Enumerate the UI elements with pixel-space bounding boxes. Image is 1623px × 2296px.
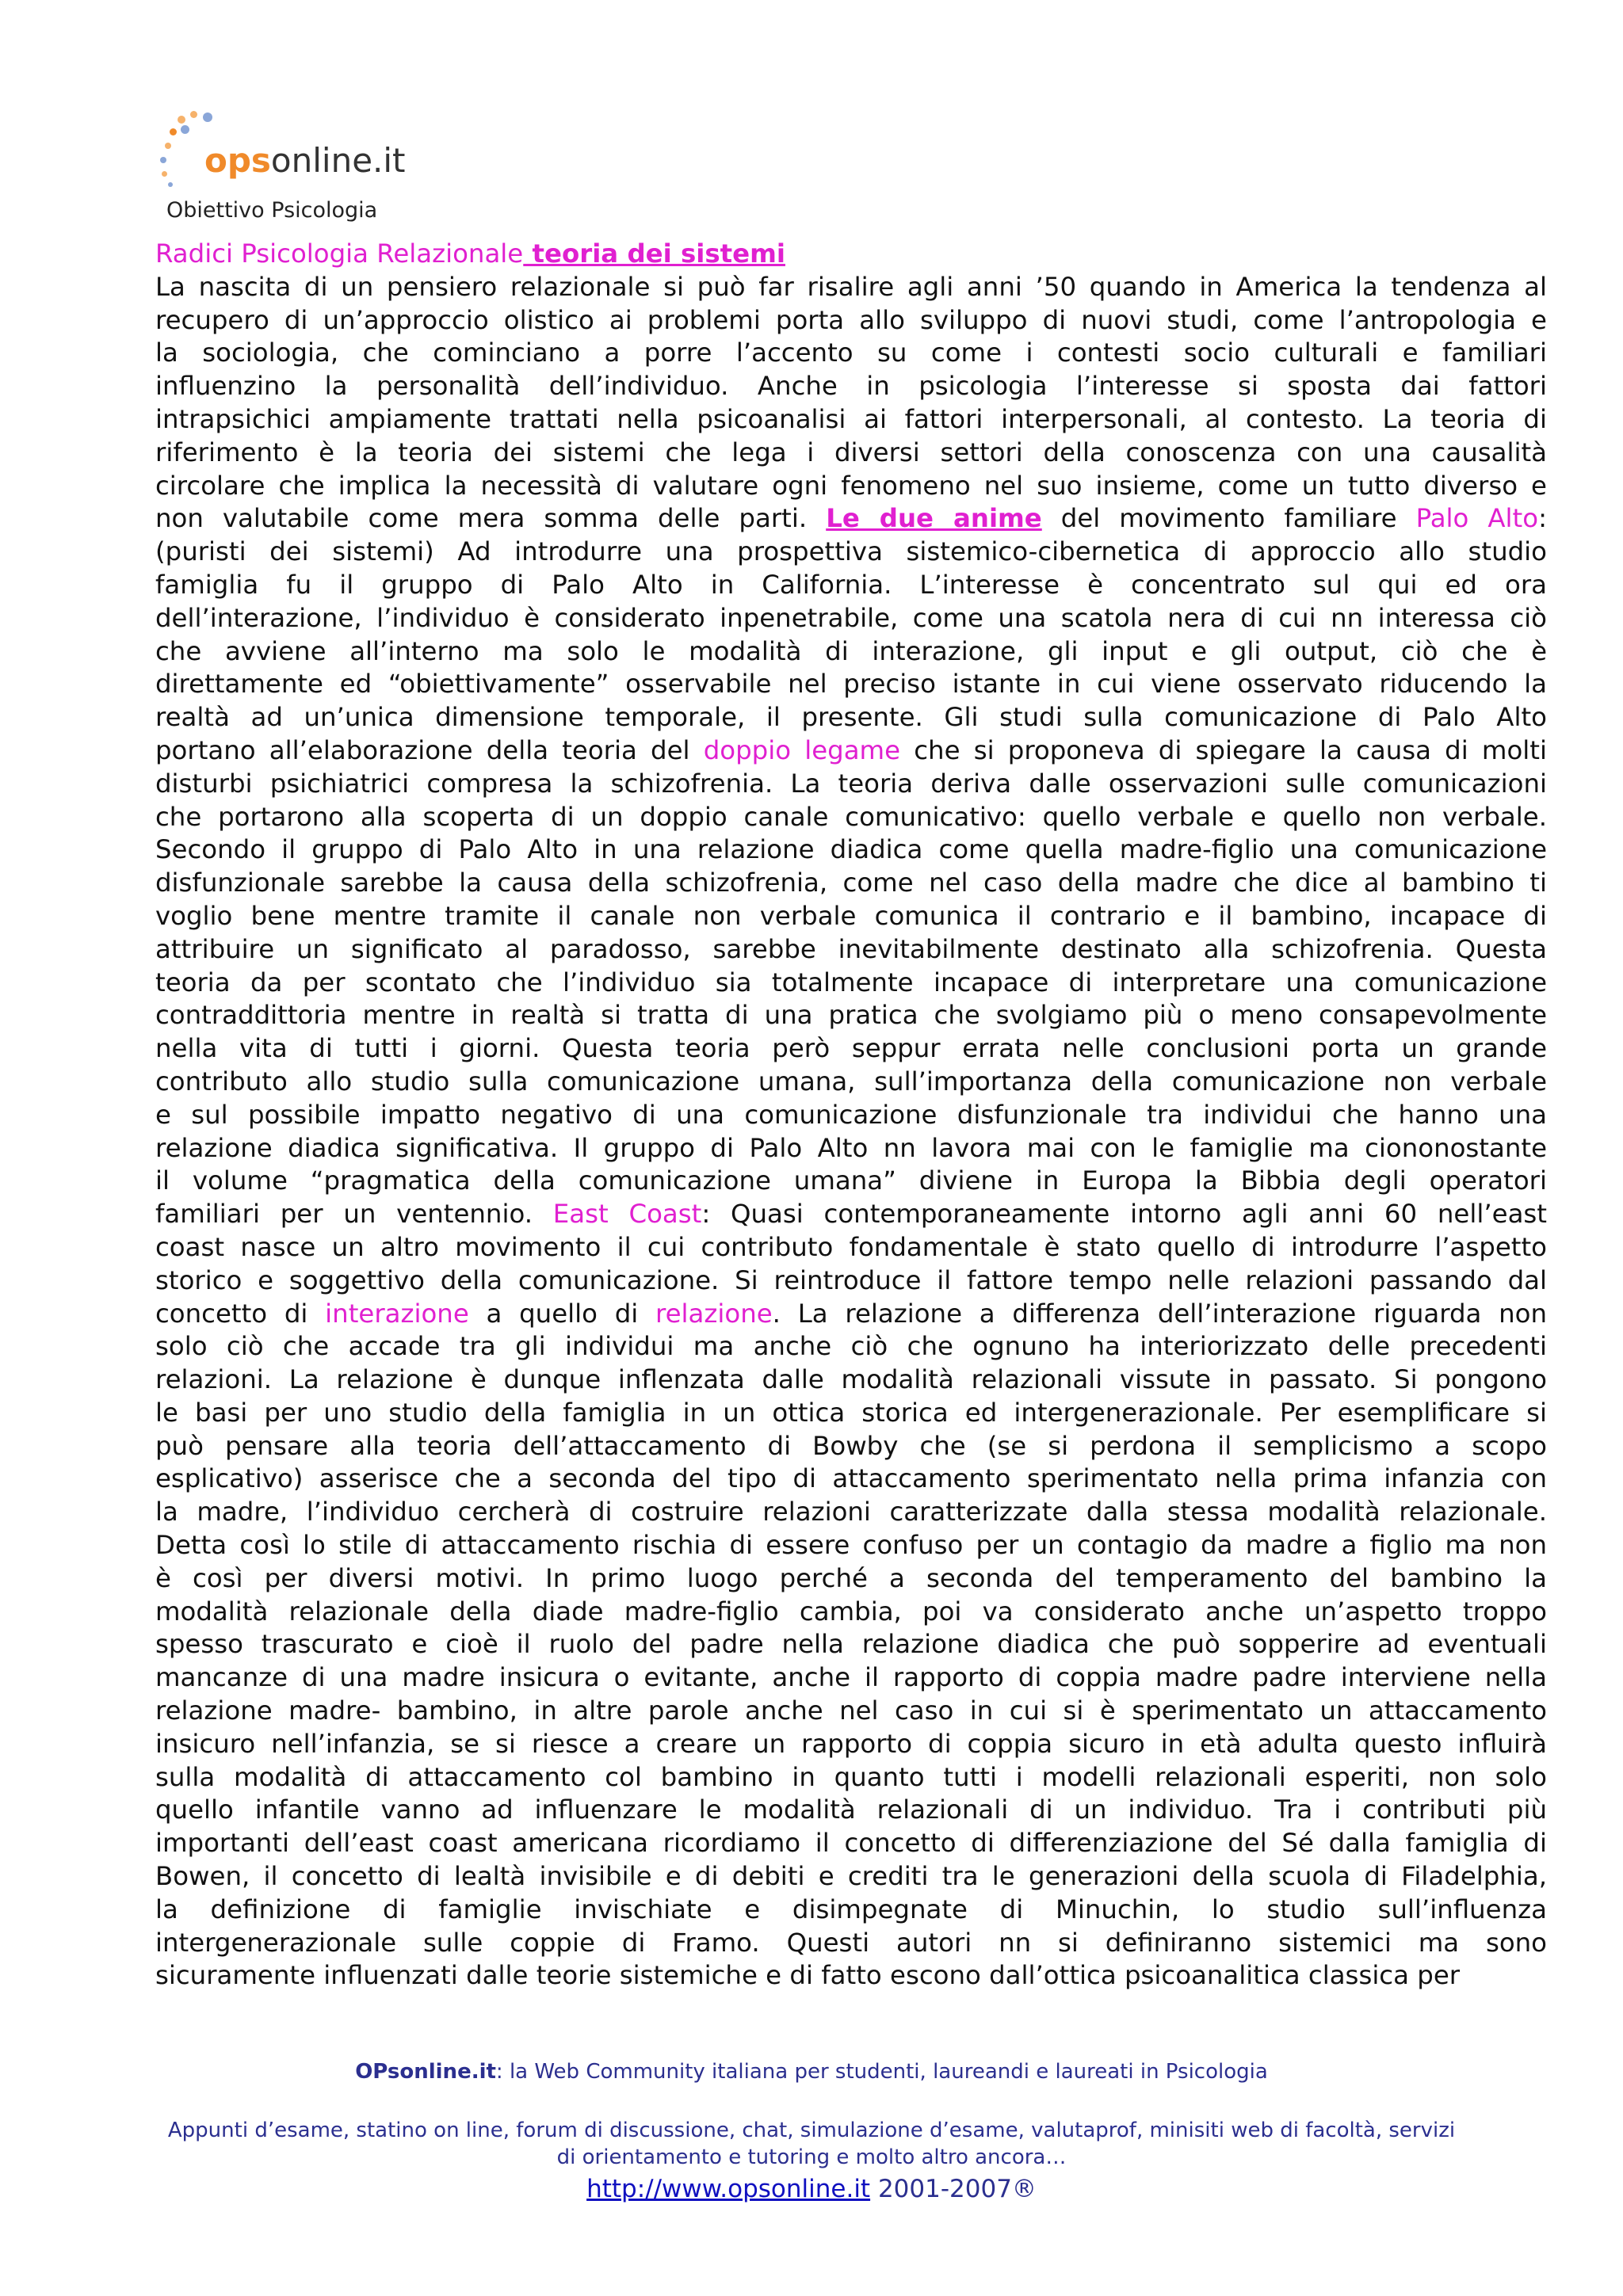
body-line: e sul possibile impatto negativo di una comunicazione disfunzionale tra individui che hanno una bbox=[155, 1099, 1547, 1130]
body-line: relazione madre- bambino, in altre parole anche nel caso in cui si è sperimentato un attaccamento bbox=[155, 1695, 1547, 1726]
body-line: quello infantile vanno ad influenzare le modalità relazionali di un individuo. Tra i contributi più bbox=[155, 1794, 1547, 1825]
body-text bbox=[155, 271, 1547, 1993]
highlight-link[interactable]: doppio legame bbox=[703, 734, 901, 765]
body-line: Secondo il gruppo di Palo Alto in una relazione diadica come quella madre-figlio una comunicazione bbox=[155, 834, 1547, 865]
body-line: relazione diadica significativa. Il gruppo di Palo Alto nn lavora mai con le famiglie ma ciononostante bbox=[155, 1132, 1547, 1163]
body-line: La nascita di un pensiero relazionale si può far risalire agli anni ’50 quando in America la tendenza al bbox=[155, 271, 1547, 302]
body-line: la definizione di famiglie invischiate e disimpegnate di Minuchin, lo studio sull’influenza bbox=[155, 1894, 1547, 1924]
body-line: intrapsichici ampiamente trattati nella psicoanalisi ai fattori interpersonali, al contesto. La teoria di bbox=[155, 403, 1547, 434]
opsonline-logo bbox=[155, 101, 441, 236]
body-line: il volume “pragmatica della comunicazione umana” diviene in Europa la Bibbia degli operatori bbox=[155, 1165, 1547, 1196]
body-line: influenzino la personalità dell’individuo. Anche in psicologia l’interesse si sposta dai fattori bbox=[155, 371, 1547, 402]
body-line: disfunzionale sarebbe la causa della schizofrenia, come nel caso della madre che dice al bambino ti bbox=[155, 868, 1547, 898]
body-line: (puristi dei sistemi) Ad introdurre una prospettiva sistemico-cibernetica di approccio allo studio bbox=[155, 536, 1547, 567]
highlight-link[interactable]: Le due anime bbox=[826, 503, 1042, 534]
body-line: contributo allo studio sulla comunicazione umana, sull’importanza della comunicazione non verbale bbox=[155, 1066, 1547, 1097]
article-body bbox=[155, 238, 1547, 1993]
body-line: che avviene all’interno ma solo le modalità di interazione, gli input e gli output, ciò che è bbox=[155, 635, 1547, 666]
body-line: insicuro nell’infanzia, se si riesce a creare un rapporto di coppia sicuro in età adulta questo influirà bbox=[155, 1728, 1547, 1759]
highlight-link[interactable]: Palo Alto bbox=[1415, 503, 1539, 534]
footer-services-line1: Appunti d’esame, statino on line, forum di discussione, chat, simulazione d’esame, valutaprof, minisiti web di facoltà, servizi bbox=[167, 2119, 1456, 2142]
logo-tagline: Obiettivo Psicologia bbox=[166, 198, 378, 223]
body-line: recupero di un’approccio olistico ai problemi porta allo sviluppo di nuovi studi, come l’antropologia e bbox=[155, 304, 1547, 335]
body-line: la madre, l’individuo cercherà di costruire relazioni caratterizzate dalla stessa modalità relazionale. bbox=[155, 1497, 1547, 1527]
body-line: familiari per un ventennio. East Coast: Quasi contemporaneamente intorno agli anni 60 nell’east bbox=[155, 1199, 1548, 1230]
body-line: nella vita di tutti i giorni. Questa teoria però seppur errata nelle conclusioni porta un grande bbox=[155, 1033, 1547, 1064]
body-line: esplicativo) asserisce che a seconda del tipo di attaccamento sperimentato nella prima infanzia con bbox=[155, 1463, 1547, 1494]
title-prefix: Radici Psicologia Relazionale bbox=[155, 238, 524, 269]
body-line: voglio bene mentre tramite il canale non verbale comunica il contrario e il bambino, incapace di bbox=[155, 900, 1547, 931]
body-line: intergenerazionale sulle coppie di Framo. Questi autori nn si definiranno sistemici ma sono bbox=[155, 1927, 1547, 1958]
highlight-link[interactable]: East Coast bbox=[552, 1199, 702, 1230]
body-line: circolare che implica la necessità di valutare ogni fenomeno nel suo insieme, come un tutto diverso e bbox=[155, 470, 1547, 501]
body-line: la sociologia, che cominciano a porre l’accento su come i contesti socio culturali e familiari bbox=[155, 338, 1547, 368]
title-link-teoria-dei-sistemi[interactable]: teoria dei sistemi bbox=[523, 238, 785, 269]
body-line: sulla modalità di attaccamento col bambino in quanto tutti i modelli relazionali esperiti, non solo bbox=[155, 1761, 1547, 1792]
footer-services-line2: di orientamento e tutoring e molto altro ancora… bbox=[556, 2145, 1067, 2169]
footer-services bbox=[0, 2117, 1623, 2171]
footer-url-link[interactable]: http://www.opsonline.it bbox=[586, 2175, 871, 2203]
body-line: famiglia fu il gruppo di Palo Alto in California. L’interesse è concentrato sul qui ed ora bbox=[155, 569, 1547, 600]
body-line: concetto di interazione a quello di relazione. La relazione a differenza dell’interazione riguarda non bbox=[155, 1298, 1547, 1329]
highlight-link[interactable]: relazione bbox=[655, 1298, 773, 1329]
logo-wordmark: opsonline.it bbox=[204, 141, 406, 180]
body-line: importanti dell’east coast americana ricordiamo il concetto di differenziazione del Sé dalla famiglia di bbox=[155, 1828, 1547, 1859]
body-line: contraddittoria mentre in realtà si tratta di una pratica che svolgiamo più o meno consapevolmente bbox=[155, 1000, 1547, 1031]
body-line: Detta così lo stile di attaccamento rischia di essere confuso per un contagio da madre a figlio ma non bbox=[155, 1530, 1547, 1561]
body-line: solo ciò che accade tra gli individui ma anche ciò che ognuno ha interiorizzato delle precedenti bbox=[155, 1331, 1547, 1362]
body-line: spesso trascurato e cioè il ruolo del padre nella relazione diadica che può sopperire ad eventuali bbox=[155, 1629, 1547, 1660]
body-line: disturbi psichiatrici compresa la schizofrenia. La teoria deriva dalle osservazioni sulle comunicazioni bbox=[155, 768, 1547, 799]
body-line: dell’interazione, l’individuo è considerato inpenetrabile, come una scatola nera di cui nn interessa ciò bbox=[155, 602, 1547, 633]
body-line: che portarono alla scoperta di un doppio canale comunicativo: quello verbale e quello non verbale. bbox=[155, 801, 1547, 832]
body-line: attribuire un significato al paradosso, sarebbe inevitabilmente destinato alla schizofrenia. Questa bbox=[155, 933, 1547, 964]
body-line: sicuramente influenzati dalle teorie sistemiche e di fatto escono dall’ottica psicoanalitica classica per bbox=[155, 1960, 1461, 1991]
body-line: è così per diversi motivi. In primo luogo perché a seconda del temperamento del bambino la bbox=[155, 1562, 1547, 1593]
body-line: riferimento è la teoria dei sistemi che lega i diversi settori della conoscenza con una causalità bbox=[155, 437, 1547, 467]
footer-brand: OPsonline.it bbox=[355, 2060, 496, 2084]
body-line: modalità relazionale della diade madre-figlio cambia, poi va considerato anche un’aspetto troppo bbox=[155, 1596, 1547, 1627]
page-title bbox=[155, 238, 1547, 271]
footer-community bbox=[0, 2060, 1623, 2084]
body-line: coast nasce un altro movimento il cui contributo fondamentale è stato quello di introdurre l’aspetto bbox=[155, 1231, 1547, 1262]
footer-brand-rest: : la Web Community italiana per studenti, laureandi e laureati in Psicologia bbox=[495, 2060, 1268, 2084]
body-line: storico e soggettivo della comunicazione. Si reintroduce il fattore tempo nelle relazioni passando dal bbox=[155, 1264, 1547, 1295]
body-line: realtà ad un’unica dimensione temporale, il presente. Gli studi sulla comunicazione di Palo Alto bbox=[155, 702, 1547, 733]
body-line: direttamente ed “obiettivamente” osservabile nel preciso istante in cui viene osservato riducendo la bbox=[155, 669, 1547, 700]
body-line: portano all’elaborazione della teoria del doppio legame che si proponeva di spiegare la causa di molti bbox=[155, 734, 1547, 765]
body-line: teoria da per scontato che l’individuo sia totalmente incapace di interpretare una comunicazione bbox=[155, 967, 1547, 997]
footer-url-line bbox=[0, 2175, 1623, 2203]
highlight-link[interactable]: interazione bbox=[325, 1298, 469, 1329]
body-line: non valutabile come mera somma delle parti. Le due anime del movimento familiare Palo Alto: bbox=[155, 503, 1547, 534]
footer-years: 2001-2007® bbox=[870, 2175, 1037, 2203]
body-line: Bowen, il concetto di lealtà invisibile e di debiti e crediti tra le generazioni della scuola di Filadelphia, bbox=[155, 1861, 1547, 1892]
body-line: può pensare alla teoria dell’attaccamento di Bowby che (se si perdona il semplicismo a scopo bbox=[155, 1430, 1547, 1461]
body-line: relazioni. La relazione è dunque inflenzata dalle modalità relazionali vissute in passato. Si pongono bbox=[155, 1364, 1547, 1395]
body-line: le basi per uno studio della famiglia in un ottica storica ed intergenerazionale. Per esemplificare si bbox=[155, 1397, 1547, 1428]
body-line: mancanze di una madre insicura o evitante, anche il rapporto di coppia madre padre interviene nella bbox=[155, 1662, 1547, 1693]
